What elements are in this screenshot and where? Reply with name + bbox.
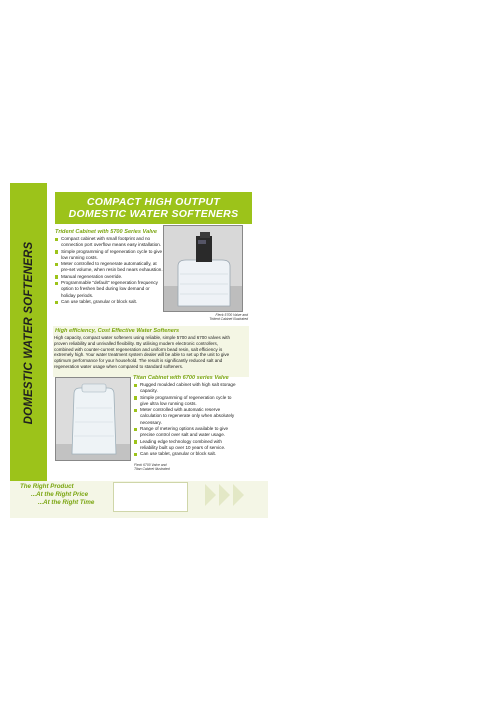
list-item: Compact cabinet with small footprint and no xyxy=(55,236,163,242)
titan-caption xyxy=(134,463,179,471)
trident-softener-image xyxy=(164,226,243,312)
list-item: Simple programming of regeneration cycle to give xyxy=(55,249,163,255)
trident-product-photo xyxy=(163,225,243,312)
body-line: proven reliability and unrivalled flexibility. By utilising modern electronic controllers, xyxy=(54,340,218,346)
title-banner xyxy=(55,192,252,224)
trident-heading: Trident Cabinet with 5700 Series Valve xyxy=(55,229,157,235)
slogan-line-3: ...At the Right Time xyxy=(38,499,95,506)
list-item: Meter controlled to regenerate automatically, at xyxy=(55,261,163,267)
caption-line: Trident Cabinet Illustrated xyxy=(209,317,248,322)
body-line: combined with counter-current regeneration and uniform bead resin, salt efficiency is xyxy=(54,346,223,352)
body-line: optimum performance for your household. The result is significantly reduced salt and xyxy=(54,358,223,364)
list-item: reliability built up over 10 years of service. xyxy=(140,444,226,450)
list-item: Meter controlled with automatic reserve xyxy=(134,407,250,413)
caption-line: Fleck 6700 Valve and xyxy=(134,463,167,467)
list-item: calculation to regenerate only when absolutely xyxy=(140,413,235,419)
list-item: Rugged moulded cabinet with high salt storage xyxy=(134,382,250,388)
list-item: capacity. xyxy=(140,388,158,394)
list-item: pre-set volume, when resin bed nears exhaustion. xyxy=(61,267,163,273)
title-line-1: COMPACT HIGH OUTPUT xyxy=(86,196,221,208)
chevron-arrows-icon xyxy=(205,484,247,506)
titan-product-photo xyxy=(55,377,131,461)
body-line: extremely high. Your water treatment system dealer will be able to set up the unit to give xyxy=(54,352,230,358)
efficiency-heading: High efficiency, Cost Effective Water Softeners xyxy=(55,328,180,334)
list-item: give ultra low running costs. xyxy=(140,400,197,406)
caption-line: Titan Cabinet illustrated xyxy=(134,467,170,472)
slogan-line-1: The Right Product xyxy=(20,483,74,490)
efficiency-body xyxy=(54,335,248,370)
trident-caption xyxy=(203,313,248,321)
titan-heading: Titan Cabinet with 6700 series Valve xyxy=(133,375,229,381)
title-line-2: DOMESTIC WATER SOFTENERS xyxy=(68,208,239,220)
body-line: High capacity, compact water softeners using reliable, simple 5700 and 6700 valves with xyxy=(54,335,231,340)
list-item: precise control over salt and water usage. xyxy=(140,432,226,438)
list-item: holiday periods. xyxy=(61,292,94,298)
list-item: Programmable "default" regeneration frequency xyxy=(55,280,163,286)
body-line: regeneration water usage when compared to standard softeners. xyxy=(54,363,184,369)
list-item: Can use tablet, granular or block salt. xyxy=(134,451,250,457)
titan-feature-list xyxy=(134,382,250,458)
slogan-line-2: ...At the Right Price xyxy=(31,491,89,498)
list-item: Manual regeneration override. xyxy=(55,274,163,280)
list-item: Simple programming of regeneration cycle to xyxy=(134,395,250,401)
list-item: Leading edge technology combined with xyxy=(134,439,250,445)
list-item: Can use tablet, granular or block salt. xyxy=(55,299,163,305)
list-item: connection port overflow means easy installation. xyxy=(61,242,162,248)
list-item: necessary. xyxy=(140,419,162,425)
dealer-stamp-box xyxy=(113,482,188,512)
list-item: option to freshen bed during low demand or xyxy=(61,286,150,292)
list-item: Range of metering options available to give xyxy=(134,426,250,432)
caption-line: Fleck 5700 Valve and xyxy=(215,313,248,317)
trident-feature-list xyxy=(55,236,163,305)
list-item: low running costs. xyxy=(61,254,98,260)
sidebar-title: DOMESTIC WATER SOFTENERS xyxy=(22,241,35,425)
titan-softener-image xyxy=(56,378,131,461)
